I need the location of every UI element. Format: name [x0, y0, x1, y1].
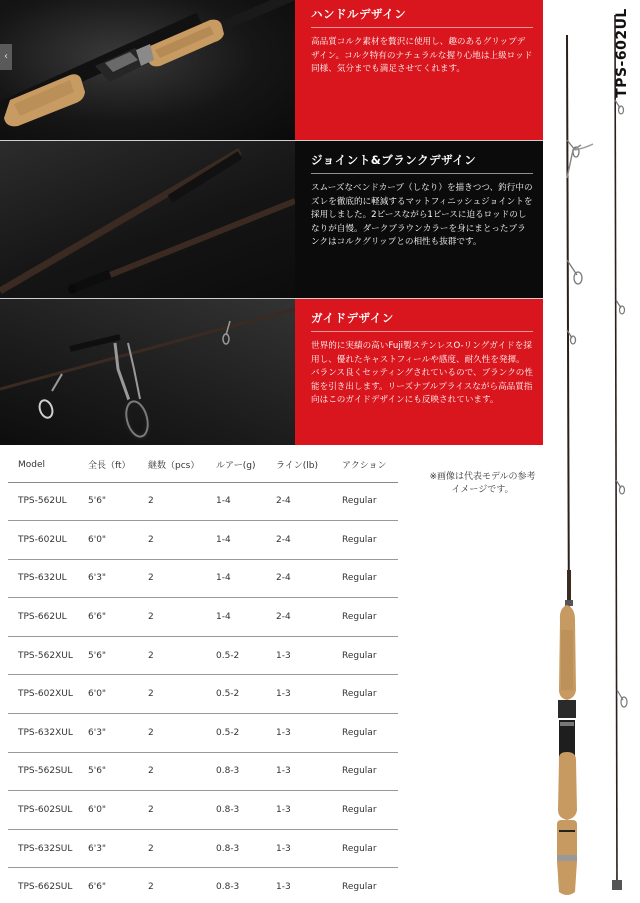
col-header-pieces: 継数（pcs）	[138, 448, 206, 482]
col-header-model: Model	[8, 448, 78, 482]
image-note: ※画像は代表モデルの参考イメージです。	[429, 472, 536, 495]
cell-lure: 0.8-3	[206, 791, 266, 830]
table-row	[8, 482, 398, 521]
table-row	[8, 636, 398, 675]
cell-line: 1-3	[266, 636, 328, 675]
cell-line: 2-4	[266, 482, 328, 521]
cell-length: 6'3"	[78, 559, 138, 598]
cell-pieces: 2	[138, 714, 206, 753]
feature-title: ハンドルデザイン	[311, 4, 533, 28]
cell-line: 2-4	[266, 598, 328, 637]
cell-pieces: 2	[138, 636, 206, 675]
feature-guide-design	[0, 299, 543, 445]
cell-pieces: 2	[138, 559, 206, 598]
table-row	[8, 714, 398, 753]
cell-lure: 1-4	[206, 559, 266, 598]
cell-line: 2-4	[266, 559, 328, 598]
cell-length: 6'6"	[78, 598, 138, 637]
model-label-text: TPS-602UL	[614, 8, 630, 98]
cell-model: TPS-602XUL	[8, 675, 78, 714]
col-header-action: アクション	[328, 448, 398, 482]
cell-action: Regular	[328, 868, 398, 903]
rod-illustration	[545, 0, 640, 903]
cell-action: Regular	[328, 521, 398, 560]
cell-length: 6'0"	[78, 675, 138, 714]
cell-action: Regular	[328, 675, 398, 714]
cell-model: TPS-602SUL	[8, 791, 78, 830]
cell-pieces: 2	[138, 752, 206, 791]
col-header-line: ライン(lb)	[266, 448, 328, 482]
cell-lure: 0.5-2	[206, 714, 266, 753]
cell-model: TPS-662UL	[8, 598, 78, 637]
cell-model: TPS-602UL	[8, 521, 78, 560]
carousel-prev-button[interactable]: ‹	[0, 44, 12, 70]
table-row	[8, 598, 398, 637]
cell-model: TPS-632XUL	[8, 714, 78, 753]
cell-length: 5'6"	[78, 482, 138, 521]
table-row	[8, 675, 398, 714]
cell-model: TPS-562UL	[8, 482, 78, 521]
cell-lure: 1-4	[206, 482, 266, 521]
cell-lure: 1-4	[206, 521, 266, 560]
col-header-length: 全長（ft）	[78, 448, 138, 482]
cell-lure: 0.5-2	[206, 675, 266, 714]
handle-photo	[0, 0, 295, 141]
cell-line: 1-3	[266, 714, 328, 753]
guide-photo	[0, 299, 295, 445]
cell-lure: 0.8-3	[206, 868, 266, 903]
joint-design-panel	[295, 141, 543, 299]
table-row	[8, 791, 398, 830]
cell-lure: 0.8-3	[206, 752, 266, 791]
cell-action: Regular	[328, 636, 398, 675]
cell-line: 1-3	[266, 791, 328, 830]
cell-pieces: 2	[138, 829, 206, 868]
table-row	[8, 829, 398, 868]
table-row	[8, 868, 398, 903]
table-row	[8, 752, 398, 791]
handle-design-panel	[295, 0, 543, 141]
cell-length: 5'6"	[78, 752, 138, 791]
cell-lure: 0.5-2	[206, 636, 266, 675]
cell-pieces: 2	[138, 598, 206, 637]
cell-length: 6'3"	[78, 829, 138, 868]
model-label	[607, 8, 637, 98]
feature-title: ガイドデザイン	[311, 308, 533, 332]
cell-line: 1-3	[266, 868, 328, 903]
feature-joint-blank-design	[0, 141, 543, 299]
cell-length: 5'6"	[78, 636, 138, 675]
cell-length: 6'0"	[78, 521, 138, 560]
cell-model: TPS-662SUL	[8, 868, 78, 903]
table-header-row	[8, 448, 398, 482]
cell-line: 1-3	[266, 675, 328, 714]
cell-pieces: 2	[138, 868, 206, 903]
feature-title: ジョイント&ブランクデザイン	[311, 150, 533, 174]
cell-pieces: 2	[138, 675, 206, 714]
cell-action: Regular	[328, 829, 398, 868]
joint-photo	[0, 141, 295, 299]
cell-length: 6'3"	[78, 714, 138, 753]
cell-action: Regular	[328, 752, 398, 791]
cell-lure: 1-4	[206, 598, 266, 637]
cell-action: Regular	[328, 482, 398, 521]
cell-model: TPS-632SUL	[8, 829, 78, 868]
col-header-lure: ルアー(g)	[206, 448, 266, 482]
cell-length: 6'6"	[78, 868, 138, 903]
guide-design-panel	[295, 299, 543, 445]
feature-handle-design	[0, 0, 543, 141]
cell-model: TPS-562SUL	[8, 752, 78, 791]
table-row	[8, 521, 398, 560]
cell-action: Regular	[328, 598, 398, 637]
cell-model: TPS-562XUL	[8, 636, 78, 675]
cell-pieces: 2	[138, 521, 206, 560]
spec-table	[8, 448, 398, 903]
cell-length: 6'0"	[78, 791, 138, 830]
feature-body: 高品質コルク素材を贅沢に使用し、趣のあるグリップデザイン。コルク特有のナチュラルな握り心地は上級ロッド同様、気分までも満足させてくれます。	[311, 37, 533, 75]
cell-model: TPS-632UL	[8, 559, 78, 598]
cell-line: 1-3	[266, 752, 328, 791]
cell-lure: 0.8-3	[206, 829, 266, 868]
cell-action: Regular	[328, 559, 398, 598]
feature-body: 世界的に実績の高いFuji製ステンレスO-リングガイドを採用し、優れたキャストフィールや感度、耐久性を発揮。バランス良くセッティングされているので、ブランクの性能を引き出します。リーズナブルプライスながら高品質指向はこのガイドデザインにも反映されています。	[311, 341, 533, 406]
cell-line: 1-3	[266, 829, 328, 868]
cell-line: 2-4	[266, 521, 328, 560]
cell-action: Regular	[328, 714, 398, 753]
table-row	[8, 559, 398, 598]
cell-pieces: 2	[138, 791, 206, 830]
feature-body: スムーズなベンドカーブ（しなり）を描きつつ、釣行中のズレを徹底的に軽減するマットフィニッシュジョイントを採用しました。2ピースながら1ピースに迫るロッドのしなりが自慢。ダークブラウンカラーを身にまとったブランクはコルクグリップとの相性も抜群です。	[311, 183, 533, 248]
cell-pieces: 2	[138, 482, 206, 521]
cell-action: Regular	[328, 791, 398, 830]
